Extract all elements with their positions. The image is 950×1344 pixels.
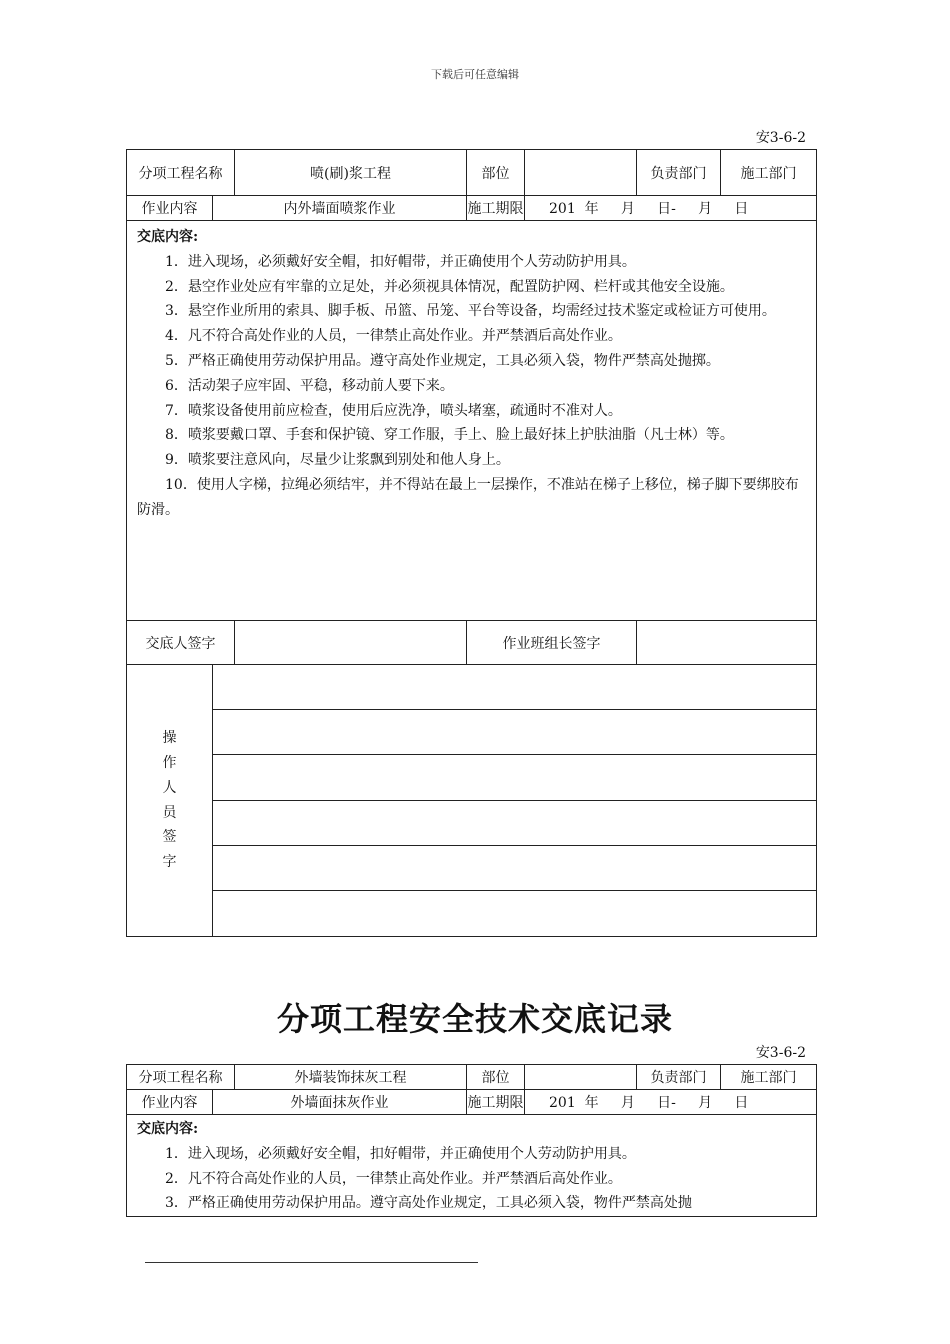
project-name-value: 喷(刷)浆工程 bbox=[235, 150, 467, 196]
briefing-item: 1．进入现场，必须戴好安全帽，扣好帽带，并正确使用个人劳动防护用具。 bbox=[165, 253, 636, 270]
form1-doc-code: 安3-6-2 bbox=[755, 130, 806, 146]
location-label: 部位 bbox=[467, 1065, 525, 1090]
operator-signature-row[interactable] bbox=[213, 846, 817, 891]
briefing-item: 2．悬空作业处应有牢靠的立足处，并必须视具体情况，配置防护网、栏杆或其他安全设施。 bbox=[165, 278, 734, 295]
operator-signature-row[interactable] bbox=[213, 665, 817, 710]
operators-label-char: 签 bbox=[162, 829, 177, 846]
form1-table bbox=[126, 149, 817, 937]
briefing-item: 6．活动架子应牢固、平稳，移动前人要下来。 bbox=[165, 377, 454, 394]
briefing-item: 7．喷浆设备使用前应检查，使用后应洗净，喷头堵塞，疏通时不准对人。 bbox=[165, 402, 622, 419]
briefing-item: 3．严格正确使用劳动保护用品。遵守高处作业规定，工具必须入袋，物件严禁高处抛 bbox=[165, 1195, 692, 1212]
dept-label: 负责部门 bbox=[637, 1065, 721, 1090]
operators-label-char: 人 bbox=[162, 779, 177, 796]
team-leader-signature-field[interactable] bbox=[637, 621, 817, 665]
operators-label-char: 字 bbox=[162, 854, 177, 871]
period-label: 施工期限 bbox=[467, 196, 525, 221]
work-content-value: 外墙面抹灰作业 bbox=[213, 1090, 467, 1115]
operators-label-char: 员 bbox=[162, 804, 177, 821]
operator-signature-row[interactable] bbox=[213, 755, 817, 801]
period-value: 201 年 月 日- 月 日 bbox=[525, 1090, 817, 1115]
project-name-label: 分项工程名称 bbox=[127, 150, 235, 196]
briefer-signature-label: 交底人签字 bbox=[127, 621, 235, 665]
period-value: 201 年 月 日- 月 日 bbox=[525, 196, 817, 221]
operator-signature-row[interactable] bbox=[213, 801, 817, 846]
team-leader-signature-label: 作业班组长签字 bbox=[467, 621, 637, 665]
operators-label-char: 操 bbox=[162, 730, 177, 747]
work-content-label: 作业内容 bbox=[127, 1090, 213, 1115]
project-name-value: 外墙装饰抹灰工程 bbox=[235, 1065, 467, 1090]
briefing-item: 9．喷浆要注意风向，尽量少让浆飘到别处和他人身上。 bbox=[165, 452, 510, 469]
briefing-item: 5．严格正确使用劳动保护用品。遵守高处作业规定，工具必须入袋，物件严禁高处抛掷。 bbox=[165, 352, 720, 369]
dept-label: 负责部门 bbox=[637, 150, 721, 196]
briefer-signature-field[interactable] bbox=[235, 621, 467, 665]
footnote-separator bbox=[145, 1262, 478, 1263]
briefing-content bbox=[127, 221, 817, 621]
operator-signature-row[interactable] bbox=[213, 710, 817, 755]
operator-signature-row[interactable] bbox=[213, 891, 817, 937]
briefing-item: 3．悬空作业所用的索具、脚手板、吊篮、吊笼、平台等设备，均需经过技术鉴定或检证方可使用。 bbox=[165, 303, 776, 320]
location-label: 部位 bbox=[467, 150, 525, 196]
form2-title: 分项工程安全技术交底记录 bbox=[276, 1000, 673, 1038]
briefing-item: 2．凡不符合高处作业的人员，一律禁止高处作业。并严禁酒后高处作业。 bbox=[165, 1170, 622, 1187]
briefing-item: 10．使用人字梯，拉绳必须结牢，并不得站在最上一层操作，不准站在梯子上移位，梯子脚下要绑胶布防滑。 bbox=[137, 476, 799, 518]
operators-label-char: 作 bbox=[162, 754, 177, 771]
briefing-content-label: 交底内容: bbox=[137, 1121, 199, 1137]
briefing-item: 1．进入现场，必须戴好安全帽，扣好帽带，并正确使用个人劳动防护用具。 bbox=[165, 1145, 636, 1162]
location-value[interactable] bbox=[525, 150, 637, 196]
form2-doc-code: 安3-6-2 bbox=[755, 1045, 806, 1061]
location-value[interactable] bbox=[525, 1065, 637, 1090]
dept-value: 施工部门 bbox=[721, 150, 817, 196]
project-name-label: 分项工程名称 bbox=[127, 1065, 235, 1090]
work-content-value: 内外墙面喷浆作业 bbox=[213, 196, 467, 221]
briefing-item: 4．凡不符合高处作业的人员，一律禁止高处作业。并严禁酒后高处作业。 bbox=[165, 328, 622, 345]
period-label: 施工期限 bbox=[467, 1090, 525, 1115]
header-note: 下载后可任意编辑 bbox=[431, 68, 519, 81]
briefing-item: 8．喷浆要戴口罩、手套和保护镜、穿工作服，手上、脸上最好抹上护肤油脂（凡士林）等。 bbox=[165, 427, 734, 444]
dept-value: 施工部门 bbox=[721, 1065, 817, 1090]
work-content-label: 作业内容 bbox=[127, 196, 213, 221]
briefing-content-label: 交底内容: bbox=[137, 229, 199, 245]
operators-signature-label bbox=[127, 665, 213, 937]
form2-table bbox=[126, 1064, 817, 1217]
briefing-content bbox=[127, 1115, 817, 1217]
